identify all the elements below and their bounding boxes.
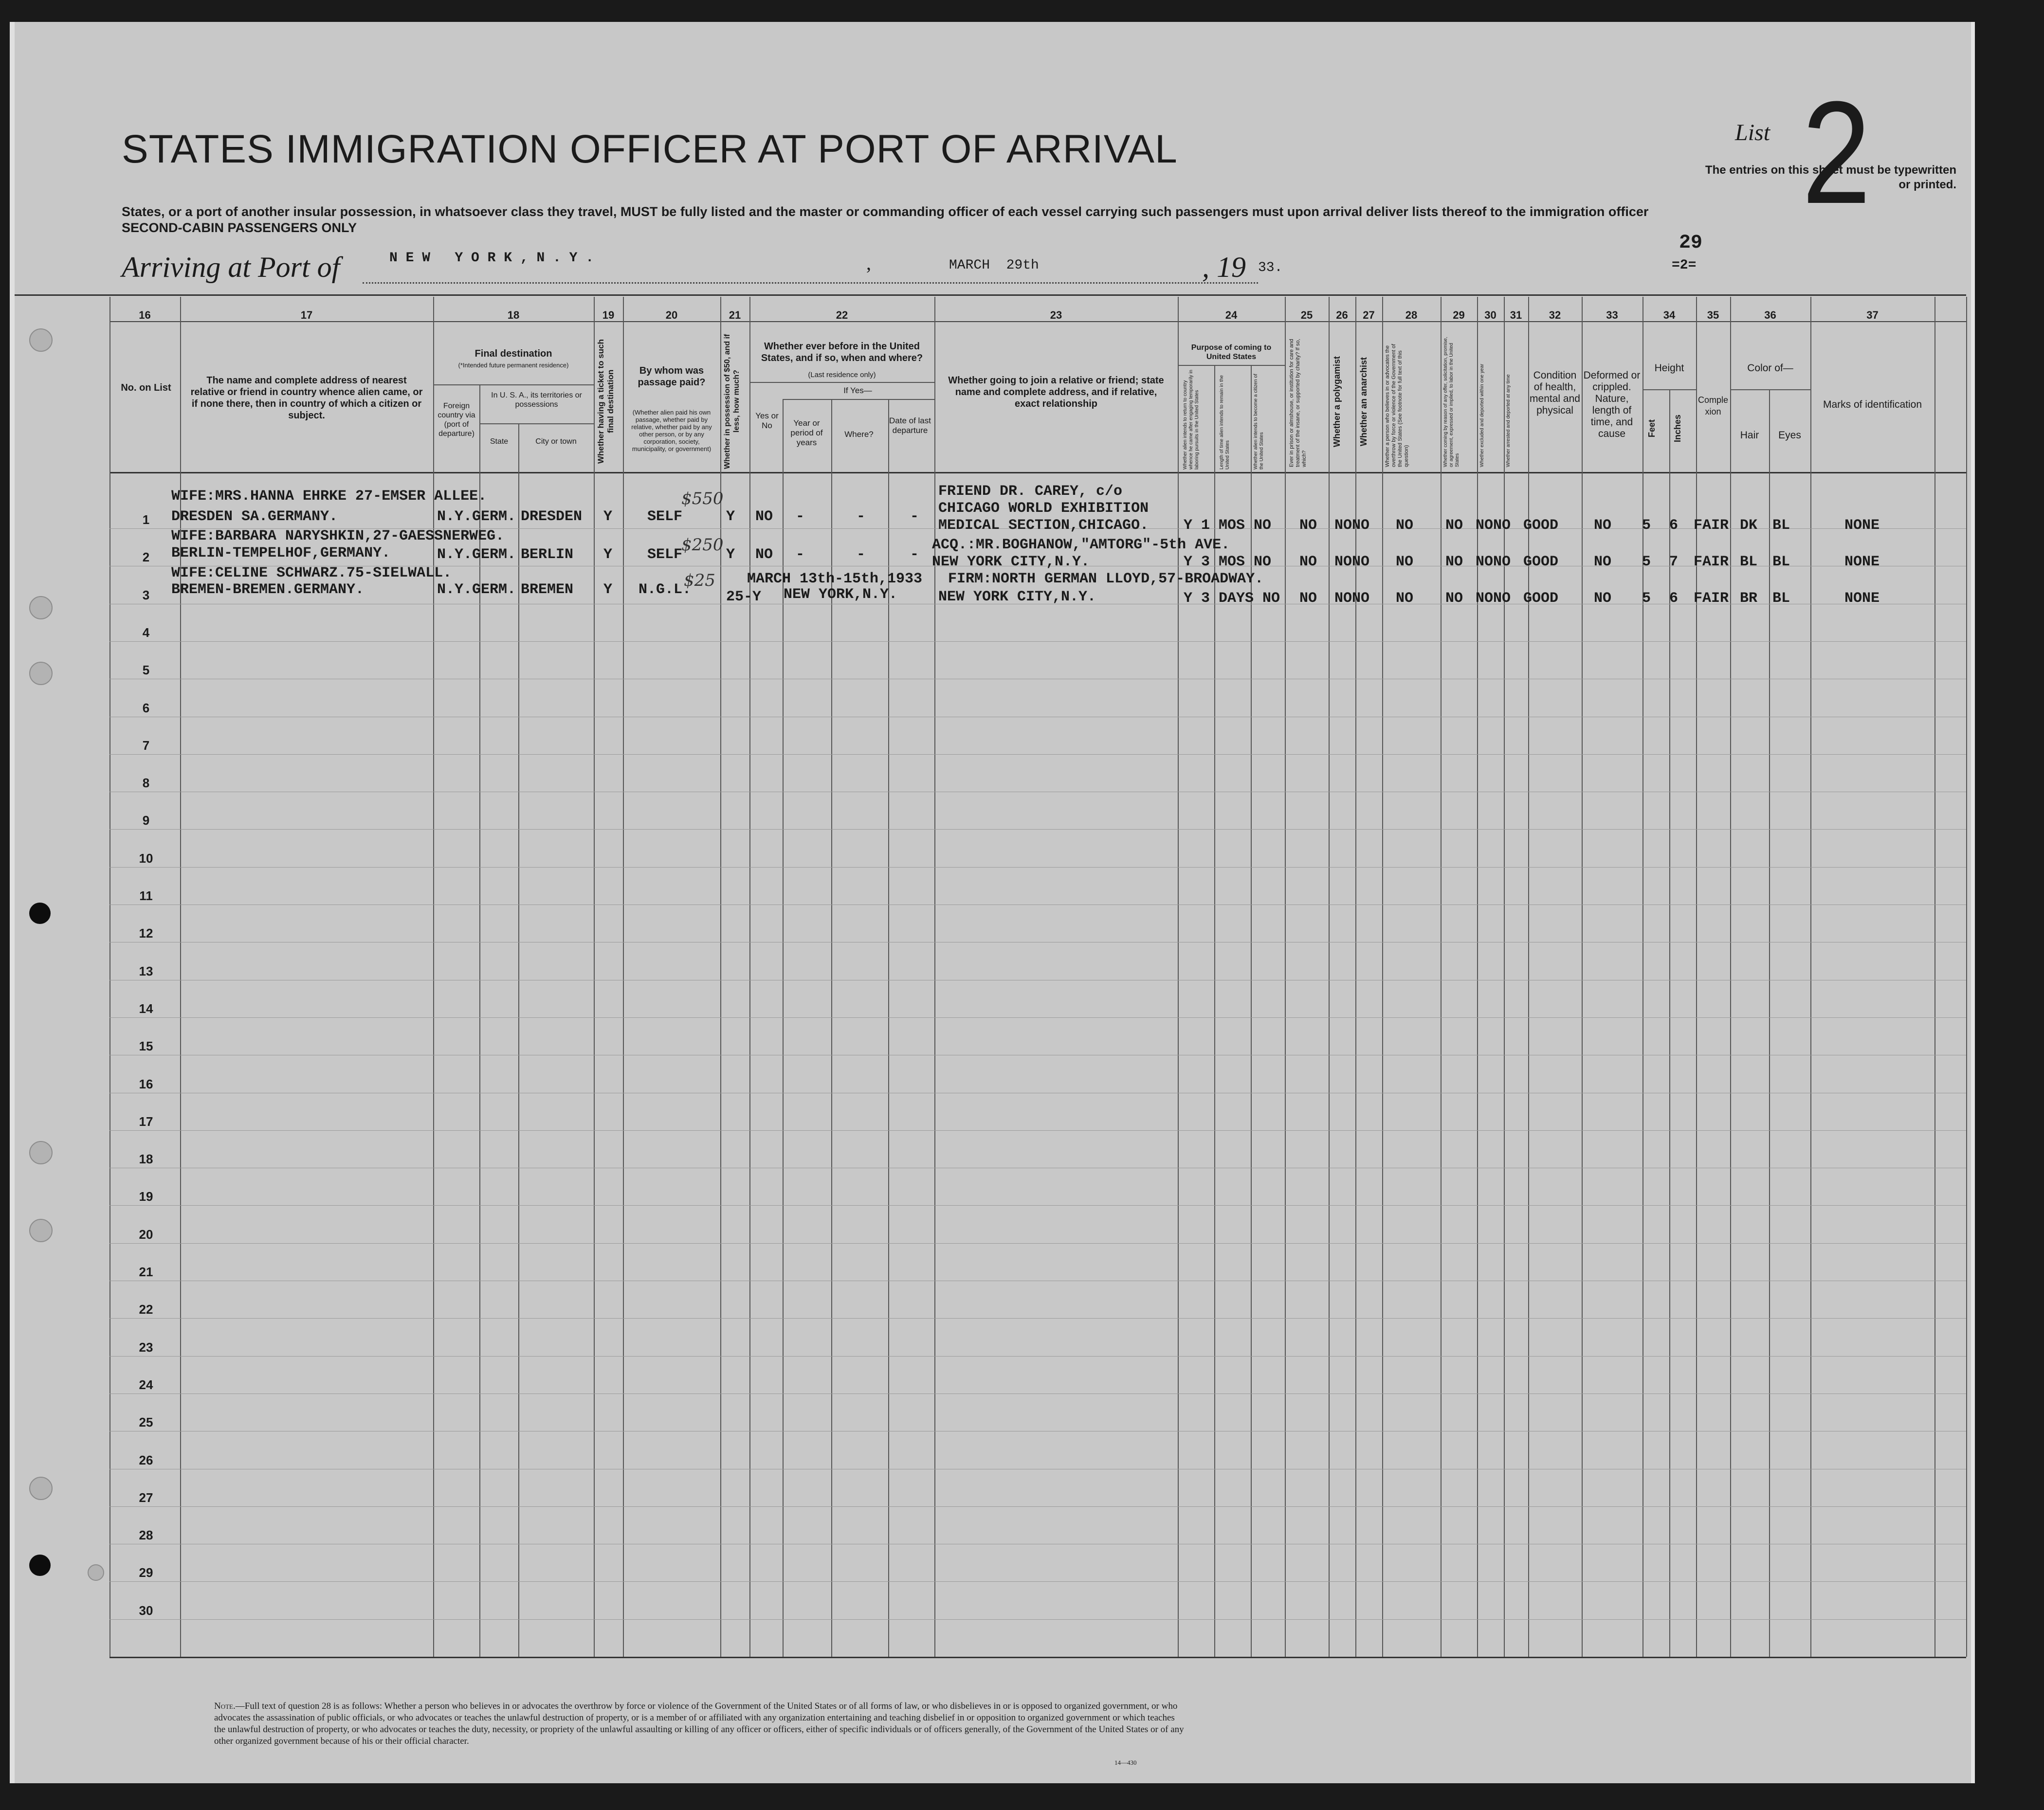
column-rule [1441,297,1442,1657]
header-deformed: Deformed or crippled. Nature, length of time, and cause [1583,370,1641,439]
list-number-handwritten: 2 [1802,71,1871,234]
height-feet: 5 [1642,554,1651,570]
before-year: - [796,508,805,525]
binder-hole [29,1219,53,1242]
binder-hole [29,1141,53,1164]
row-number: 6 [142,700,150,715]
col-num-27: 27 [1363,309,1375,321]
before-us: NO [755,508,773,525]
form-number: 14—430 [1114,1759,1137,1766]
ticket: Y [603,546,613,563]
join-line: CHICAGO WORLD EXHIBITION [938,500,1149,517]
relative-line: BERLIN-TEMPELHOF,GERMANY. [171,545,391,561]
header-marks: Marks of identification [1823,399,1922,410]
column-rule [1582,297,1583,1657]
hair: BL [1740,554,1758,570]
relative-line: WIFE:CELINE SCHWARZ.75-SIELWALL. [171,565,452,581]
footnote-text: —Full text of question 28 is as follows: Whether a person who believes in or advocates the overthrow by force or violence of the Government of the United States or of all forms of law, or who disbelieves in or is opposed to organized government, or who advocates the assassination of public officials, or who advocates or teaches the unlawful destruction of property, or is a member of or affiliated with any organization entertaining and teaching disbelief in or opposition to organized government or which teaches the unlawful destruction of property, or who advocates or teaches the duty, necessity, or propriety of the unlawful assaulting or killing of any officer or officers, either of specific individuals or of officers generally, of the Government of the United States or of any other organized government because of his or their official character. [214,1701,1184,1746]
join-line: MEDICAL SECTION,CHICAGO. [938,517,1149,534]
col-num-34: 34 [1663,309,1676,321]
row-rule [110,867,1966,868]
header-prison: Ever in prison or almshouse, or institution for care and treatment of the insane, or supported by charity? If so, which? [1289,339,1307,467]
header-city: City or town [535,437,577,446]
binder-hole [29,1477,53,1500]
col-num-24: 24 [1225,309,1238,321]
year-suffix: 33. [1258,260,1283,275]
column-rule [749,297,750,1657]
join-line: NEW YORK CITY,N.Y. [932,554,1090,570]
row-number: 9 [142,813,150,828]
q28: NO [1396,554,1414,570]
dest-country: GERM. [472,546,516,563]
header-purpose: Purpose of coming to United States [1191,344,1272,361]
marks: NONE [1844,517,1880,534]
column-rule [1528,297,1529,1657]
row-number: 7 [142,738,150,753]
arriving-line [363,282,1258,284]
header-anarchist: Whether an anarchist [1359,357,1369,446]
col-num-20: 20 [665,309,678,321]
header-height: Height [1654,362,1684,374]
col-num-18: 18 [507,309,520,321]
col-num-36: 36 [1764,309,1776,321]
before-year: - [796,546,805,563]
header-possession-50: Whether in possession of $50, and if less, how much? [723,334,741,469]
row-number: 13 [139,963,153,978]
header-health: Condition of health, mental and physical [1530,370,1580,416]
money-handwritten: $25 [684,571,715,590]
column-rule [1477,297,1478,1657]
ticket: Y [603,581,613,598]
column-rule [1730,297,1731,1657]
join-line: NEW YORK CITY,N.Y. [938,589,1096,605]
port-value: N E W Y O R K , N . Y . [389,251,594,266]
dest-state: N.Y. [437,581,473,598]
row-number: 26 [139,1452,153,1467]
q25: NO [1299,517,1317,534]
header-polygamist: Whether a polygamist [1332,356,1342,447]
row-number: 15 [139,1039,153,1054]
header-q28: Whether a person who believes in or advocates the overthrow by force or violence of the Government of the United States (See footnote for full text of this question) [1385,344,1409,467]
binder-hole [29,328,53,352]
column-rule [1669,389,1670,1657]
has-50: 25-Y [726,589,762,605]
header-if-yes: If Yes— [843,386,872,395]
paid-by: SELF [647,508,683,525]
header-yes-no: Yes or No [755,411,779,430]
q30-31: NONO [1476,554,1511,570]
col-num-37: 37 [1866,309,1879,321]
header-in-usa: In U. S. A., its territories or possessions [491,391,582,409]
dest-city: BERLIN [521,546,574,563]
relative-line: WIFE:MRS.HANNA EHRKE 27-EMSER ALLEE. [171,488,487,505]
column-rule [1178,297,1179,1657]
date-value: MARCH 29th [949,258,1039,273]
row-number: 20 [139,1227,153,1242]
row-rule [110,829,1966,830]
marks: NONE [1844,590,1880,607]
hair: DK [1740,517,1758,534]
header-ticket: Whether having a ticket to such final destination [596,339,615,464]
header-q29: Whether coming by reason of any offer, solicitation, promise, or agreement, expressed or implied, to labor in the United States [1443,337,1460,467]
footnote-label: Note. [214,1701,236,1711]
before-departure: - [910,546,919,563]
row-number: 2 [142,550,150,565]
relative-line: WIFE:BARBARA NARYSHKIN,27-GAESSNERWEG. [171,528,505,544]
col-num-33: 33 [1606,309,1618,321]
dest-city: BREMEN [521,581,574,598]
row-number: 25 [139,1415,153,1430]
row-number: 12 [139,926,153,941]
header-q30: Whether excluded and deported within one year [1479,363,1485,467]
q28: NO [1396,517,1414,534]
column-rule [934,297,935,1657]
q26-27: NONO [1334,517,1370,534]
marks: NONE [1844,554,1880,570]
header-date-last-departure: Date of last departure [889,416,931,435]
column-rule [1642,297,1643,1657]
header-no-on-list: No. on List [121,382,171,393]
arriving-label: Arriving at Port of [122,251,340,283]
has-50: Y [726,546,735,563]
binder-hole [29,903,51,924]
join-line: FIRM:NORTH GERMAN LLOYD,57-BROADWAY. [948,571,1264,587]
hair: BR [1740,590,1758,607]
paid-by: N.G.L. [639,581,692,598]
q26-27: NONO [1334,554,1370,570]
header-color-of: Color of— [1747,362,1793,374]
column-rule [1934,297,1935,1657]
binder-hole [88,1564,104,1581]
footnote [214,1701,1187,1747]
row-number: 22 [139,1302,153,1317]
deformed: NO [1594,554,1612,570]
row-rule [110,1205,1966,1206]
row-number: 19 [139,1189,153,1204]
stamp-2: =2= [1672,258,1697,273]
join-line: FRIEND DR. CAREY, c/o [938,483,1123,500]
row-rule [110,1243,1966,1244]
row-number: 11 [139,888,153,903]
row-number: 1 [142,512,150,527]
purpose: Y 3 DAYS NO [1184,590,1280,607]
typewritten-note: The entries on this sheet must be typewritten or printed. [1705,163,1956,191]
header-ever-before: Whether ever before in the United States, and if so, when and where? [761,341,923,363]
col-num-35: 35 [1707,309,1719,321]
join-line: ACQ.:MR.BOGHANOW,"AMTORG"-5th AVE. [932,537,1230,553]
header-eyes: Eyes [1778,430,1801,441]
row-rule [110,641,1966,642]
col-num-25: 25 [1300,309,1313,321]
complexion: FAIR [1694,590,1729,607]
height-feet: 5 [1642,517,1651,534]
row-number: 5 [142,663,150,678]
height-inches: 7 [1669,554,1679,570]
q29: NO [1445,517,1463,534]
ticket: Y [603,508,613,525]
row-number: 23 [139,1339,153,1355]
col-num-29: 29 [1453,309,1465,321]
header-hair: Hair [1740,430,1759,441]
column-rule [479,384,480,1657]
paid-by: SELF [647,546,683,563]
row-number: 14 [139,1001,153,1016]
column-rule [623,297,624,1657]
before-where: - [857,508,866,525]
purpose: Y 3 MOS NO [1184,554,1272,570]
relative-line: DRESDEN SA.GERMANY. [171,508,338,525]
purpose: Y 1 MOS NO [1184,517,1272,534]
column-rule [594,297,595,1657]
deformed: NO [1594,517,1612,534]
col-num-32: 32 [1549,309,1561,321]
row-number: 10 [139,851,153,866]
deformed: NO [1594,590,1612,607]
header-purpose-return: Whether alien intends to return to country whence he came after engaging temporarily in laboring pursuits in the United States [1183,369,1200,470]
complexion: FAIR [1694,554,1729,570]
header-where: Where? [844,430,874,439]
column-rule [1355,297,1356,1657]
height-feet: 5 [1642,590,1651,607]
col-num-19: 19 [602,309,615,321]
column-rule [1966,297,1967,1657]
height-inches: 6 [1669,590,1679,607]
header-complexion: Complexion [1697,395,1729,416]
col-num-23: 23 [1050,309,1062,321]
row-number: 18 [139,1152,153,1167]
header-foreign-country: Foreign country via (port of departure) [438,402,475,438]
complexion: FAIR [1694,517,1729,534]
header-purpose-length: Length of time alien intends to remain in the United States [1219,375,1230,470]
health: GOOD [1523,590,1559,607]
header-year-period: Year or period of years [790,418,823,447]
binder-hole [29,596,53,619]
dest-city: DRESDEN [521,508,583,525]
header-inches: Inches [1673,414,1682,442]
dest-state: N.Y. [437,508,473,525]
col-num-21: 21 [729,309,741,321]
row-number: 27 [139,1490,153,1505]
row-rule [110,1356,1966,1357]
column-rule [1769,389,1770,1657]
row-rule [110,754,1966,755]
row-rule [110,1581,1966,1582]
binder-holes [19,22,58,1783]
row-number: 21 [139,1265,153,1279]
row-number: 8 [142,776,150,791]
row-number: 30 [139,1603,153,1618]
dest-state: N.Y. [437,546,473,563]
list-label: List [1735,120,1770,145]
row-rule [110,1318,1966,1319]
eyes: BL [1772,554,1790,570]
header-q31: Whether arrested and deported at any time [1506,374,1511,467]
q26-27: NONO [1334,590,1370,607]
form-title: STATES IMMIGRATION OFFICER AT PORT OF ARRIVAL [122,127,1178,171]
column-rule [1810,297,1811,1657]
row-number: 17 [139,1114,153,1129]
col-num-16: 16 [139,309,151,321]
header-passage-paid: By whom was passage paid? [638,365,706,388]
row-number: 3 [142,587,150,602]
money-handwritten: $550 [681,489,724,508]
q25: NO [1299,554,1317,570]
column-rule [1285,297,1286,1657]
col-num-30: 30 [1484,309,1496,321]
relative-line: BREMEN-BREMEN.GERMANY. [171,581,365,598]
before-departure: - [910,508,919,525]
before-where: NEW YORK,N.Y. [784,586,898,603]
col-num-31: 31 [1510,309,1522,321]
money-handwritten: $250 [681,535,724,555]
row-rule [110,1017,1966,1018]
q30-31: NONO [1476,590,1511,607]
row-number: 28 [139,1528,153,1543]
q29: NO [1445,590,1463,607]
column-rule [1696,297,1697,1657]
stamp-29: 29 [1679,232,1703,254]
binder-hole [29,1555,51,1576]
form-subtitle: States, or a port of another insular possession, in whatsoever class they travel, MUST be fully listed and the master or commanding officer of each vessel carrying such passengers must upon arrival deliver lists thereof to the immigration officer [122,204,1649,219]
header-going-to-join: Whether going to join a relative or friend; state name and complete address, and if relative, exact relationship [948,375,1164,409]
row-rule [110,1130,1966,1131]
header-final-destination: Final destination [474,348,552,359]
binder-hole [29,662,53,685]
dest-country: GERM. [472,581,516,598]
health: GOOD [1523,554,1559,570]
col-num-17: 17 [300,309,313,321]
q28: NO [1396,590,1414,607]
health: GOOD [1523,517,1559,534]
column-rule [1504,297,1505,1657]
row-number: 4 [142,625,150,640]
manifest-sheet: STATES IMMIGRATION OFFICER AT PORT OF ARRIVAL States, or a port of another insular possession, in whatsoever class they travel, MUST be fully listed and the master or commanding officer of each vessel carrying such passengers must upon arrival deliver lists thereof to the immigration officer SECOND-CABIN PASSENGERS ONLY Arriving at Port of N E W Y O R K , N . Y . MARCH 29th , , 19 33. List 2 The entries on this sheet must be typewritten or printed. 29 =2= 16 17 18 19 20 21 22 23 24 25 26 27 28 29 30 31 32 33 34 35 36 37 No. on List The name and complete address of nearest relative or friend in country whence alien came, or if none there, then in country of which a citizen or subject. Final destination (*Intended future permanent residence) Foreign country via (port of departure) In U. S. A., its territories or possessions State City or town Whether having a ticket to such final destination By whom was passage paid? (Whether alien paid his own passage, whether paid by relative, whether paid by any other person, or by any corporation, society, municipality, or government) Whether in possession of $50, and if less, how much? Whether ever before in the United States, and if so, when and where? (Last residence only) If Yes— Yes or No Year or period of years Where? Date of last departure Whether going to join a relative or friend; state name and complete address, and if relative, exact relationship Purpose of coming to United States Whether alien intends to return to country whence he came after engaging temporarily in laboring pursuits in the United States Length of time alien intends to remain in the United States Whether alien intends to become a citizen of the United States Ever in prison or almshouse, or institution for care and treatment of the insane, or supported by charity? If so, which? Whether a polygamist Whether an anarchist Whether a person who believes in or advocates the overthrow by force or violence of the Government of the United States (See footnote for full text of this question) Whether coming by reason of any offer, solicitation, promise, or agreement, expressed or implied, to labor in the United States Whether excluded and deported within one year Whether arrested and deported at any time Condition of health, mental and physical Deformed or crippled. Nature, length of time, and cause Height Feet Inches Complexion Color of— Hair Eyes Marks of identification 1 2 3 4 5 6 7 8 9 10 11 12 13 14 15 16 17 18 19 20 21 22 23 24 25 26 27 28 29 30 WIFE:MRS.HANNA EHRKE 27-EMSER ALLEE. DRESDEN SA.GERMANY. N.Y. GERM. DRESDEN Y SELF $550 Y NO - - - FRIEND DR. CAREY, c/o CHICAGO WORLD EXHIBITION MEDICAL SECTION,CHICAGO. Y 1 MOS NO NO NONO NO NO NONO GOOD NO 5 6 FAIR DK BL NONE WIFE:BARBARA NARYSHKIN,27-GAESSNERWEG. BERLIN-TEMPELHOF,GERMANY. N.Y. GERM. BERLIN Y SELF $250 Y NO - - - ACQ.:MR.BOGHANOW,"AMTORG"-5th AVE. NEW YORK CITY,N.Y. Y 3 MOS NO NO NONO NO NO NONO GOOD NO 5 7 FAIR BL BL NONE WIFE:CELINE SCHWARZ.75-SIELWALL. BREMEN-BREMEN.GERMANY. N.Y. GERM. BREMEN Y N.G.L. $25 25-Y MARCH 13th-15th,1933 NEW YORK,N.Y. FIRM:NORTH GERMAN LLOYD,57-BROADWAY. NEW YORK CITY,N.Y. Y 3 DAYS NO NO NONO NO NO NONO GOOD NO 5 6 FAIR BR BL NONE Note.—Full text of question 28 is as follows: Whether a person who believes in or advocates the overthrow by force or violence of the Government of the United States or of all forms of law, or who disbelieves in or is opposed to organized government, or who advocates the assassination of public officials, or who advocates or teaches the unlawful destruction of property, or is a member of or affiliated with any organization entertaining and teaching disbelief in or opposition to organized government or which teaches the unlawful destruction of property, or who advocates or teaches the duty, necessity, or propriety of the unlawful assaulting or killing of any officer or officers, either of specific individuals or of officers generally, of the Government of the United States or of any other organized government because of his or their official character. 14—430 [10,22,1975,1783]
height-inches: 6 [1669,517,1679,534]
form-subtitle-second-cabin: SECOND-CABIN PASSENGERS ONLY [122,220,357,235]
row-rule [110,1506,1966,1507]
column-rule [1382,297,1383,1657]
eyes: BL [1772,590,1790,607]
column-rule [1329,297,1330,1657]
year-prefix: 19 [1217,251,1246,283]
header-state: State [490,437,509,446]
col-num-22: 22 [836,309,848,321]
header-feet: Feet [1647,419,1657,437]
q29: NO [1445,554,1463,570]
header-ever-before-note: (Last residence only) [808,371,876,379]
header-purpose-citizen: Whether alien intends to become a citizen of the United States [1253,374,1264,470]
col-num-28: 28 [1405,309,1418,321]
row-rule [110,1619,1966,1620]
before-date: MARCH 13th-15th,1933 [747,571,923,587]
before-us: NO [755,546,773,563]
header-final-destination-note: (*Intended future permanent residence) [458,362,569,369]
q30-31: NONO [1476,517,1511,534]
has-50: Y [726,508,735,525]
dest-country: GERM. [472,508,516,525]
column-rule [518,423,519,1657]
q25: NO [1299,590,1317,607]
row-number: 16 [139,1076,153,1091]
header-nearest-relative: The name and complete address of nearest relative or friend in country whence alien came, or if none there, then in country of which a citizen or subject. [190,375,423,421]
row-number: 24 [139,1377,153,1392]
eyes: BL [1772,517,1790,534]
row-number: 29 [139,1565,153,1580]
before-where: - [857,546,866,563]
header-passage-paid-note: (Whether alien paid his own passage, whether paid by relative, whether paid by any other person, or by any corporation, society, municipality, or government) [631,409,712,452]
col-num-26: 26 [1336,309,1348,321]
